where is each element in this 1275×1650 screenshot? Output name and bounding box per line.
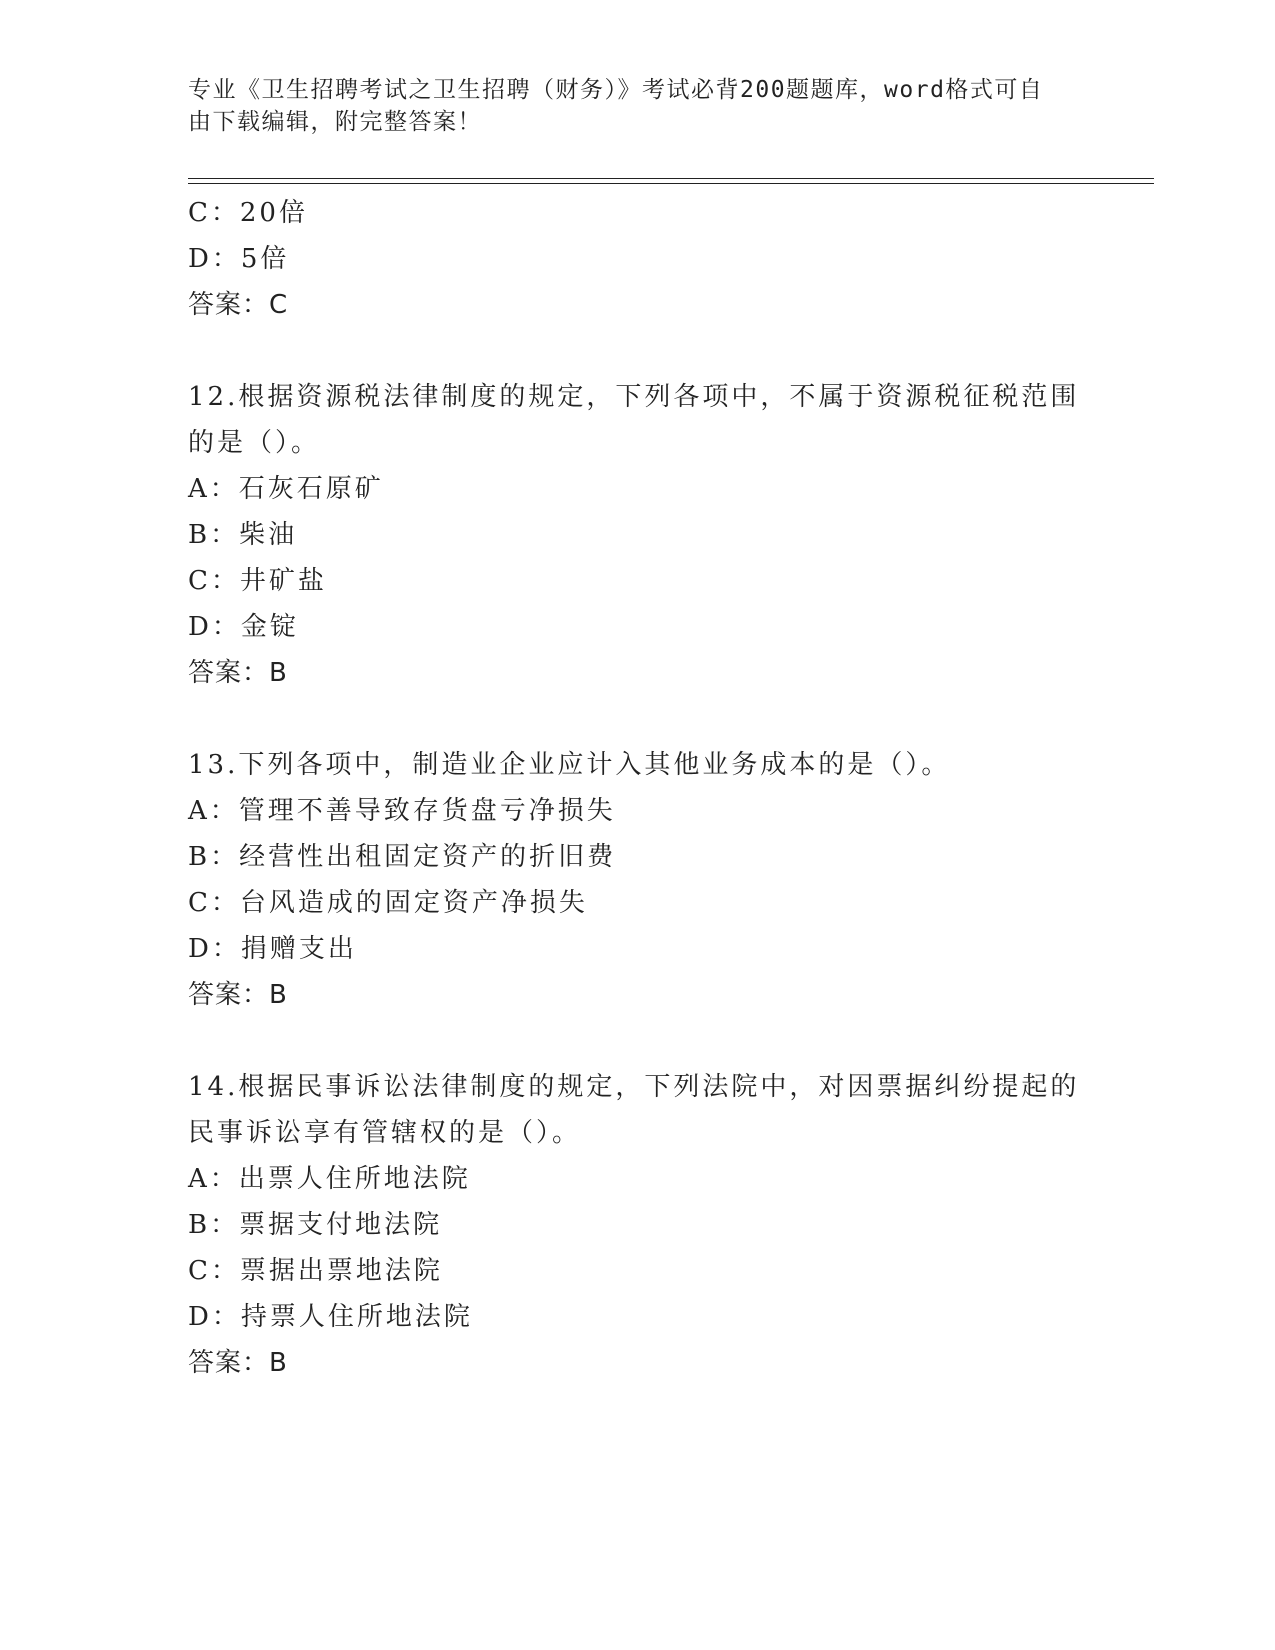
option-c: C：票据出票地法院: [188, 1256, 443, 1286]
option-d: D：金锭: [188, 612, 299, 642]
question-text-line-1: 13.下列各项中，制造业企业应计入其他业务成本的是（）。: [188, 750, 951, 780]
option-d: D：捐赠支出: [188, 934, 357, 964]
option-a: A：出票人住所地法院: [188, 1164, 471, 1194]
prev-option-c: C：20倍: [188, 198, 308, 228]
header-line-1: 专业《卫生招聘考试之卫生招聘（财务）》考试必背200题题库，word格式可自: [188, 77, 1044, 103]
question-14: [188, 1064, 1088, 1386]
option-c: C：台风造成的固定资产净损失: [188, 888, 588, 918]
spacer: [188, 696, 1088, 742]
option-a: A：石灰石原矿: [188, 474, 384, 504]
prev-option-d: D：5倍: [188, 244, 290, 274]
spacer: [188, 1018, 1088, 1064]
document-header: [188, 74, 1088, 138]
option-a: A：管理不善导致存货盘亏净损失: [188, 796, 616, 826]
question-text-line-1: 12.根据资源税法律制度的规定，下列各项中，不属于资源税征税范围: [188, 382, 1080, 412]
header-divider-top: [188, 178, 1154, 179]
option-d: D：持票人住所地法院: [188, 1302, 473, 1332]
answer: 答案：B: [188, 658, 288, 688]
option-c: C：井矿盐: [188, 566, 327, 596]
question-13: [188, 742, 1088, 1018]
question-text-line-1: 14.根据民事诉讼法律制度的规定，下列法院中，对因票据纠纷提起的: [188, 1072, 1080, 1102]
document-body: [188, 190, 1088, 1386]
option-b: B：柴油: [188, 520, 298, 550]
option-b: B：经营性出租固定资产的折旧费: [188, 842, 617, 872]
question-text-line-2: 民事诉讼享有管辖权的是（）。: [188, 1118, 582, 1148]
answer: 答案：B: [188, 980, 288, 1010]
option-b: B：票据支付地法院: [188, 1210, 443, 1240]
question-12: [188, 374, 1088, 696]
answer: 答案：B: [188, 1348, 288, 1378]
question-text-line-2: 的是（）。: [188, 428, 321, 458]
spacer: [188, 328, 1088, 374]
header-divider-bottom: [188, 183, 1154, 184]
prev-answer: 答案：C: [188, 290, 289, 320]
header-line-2: 由下载编辑，附完整答案！: [188, 109, 482, 135]
